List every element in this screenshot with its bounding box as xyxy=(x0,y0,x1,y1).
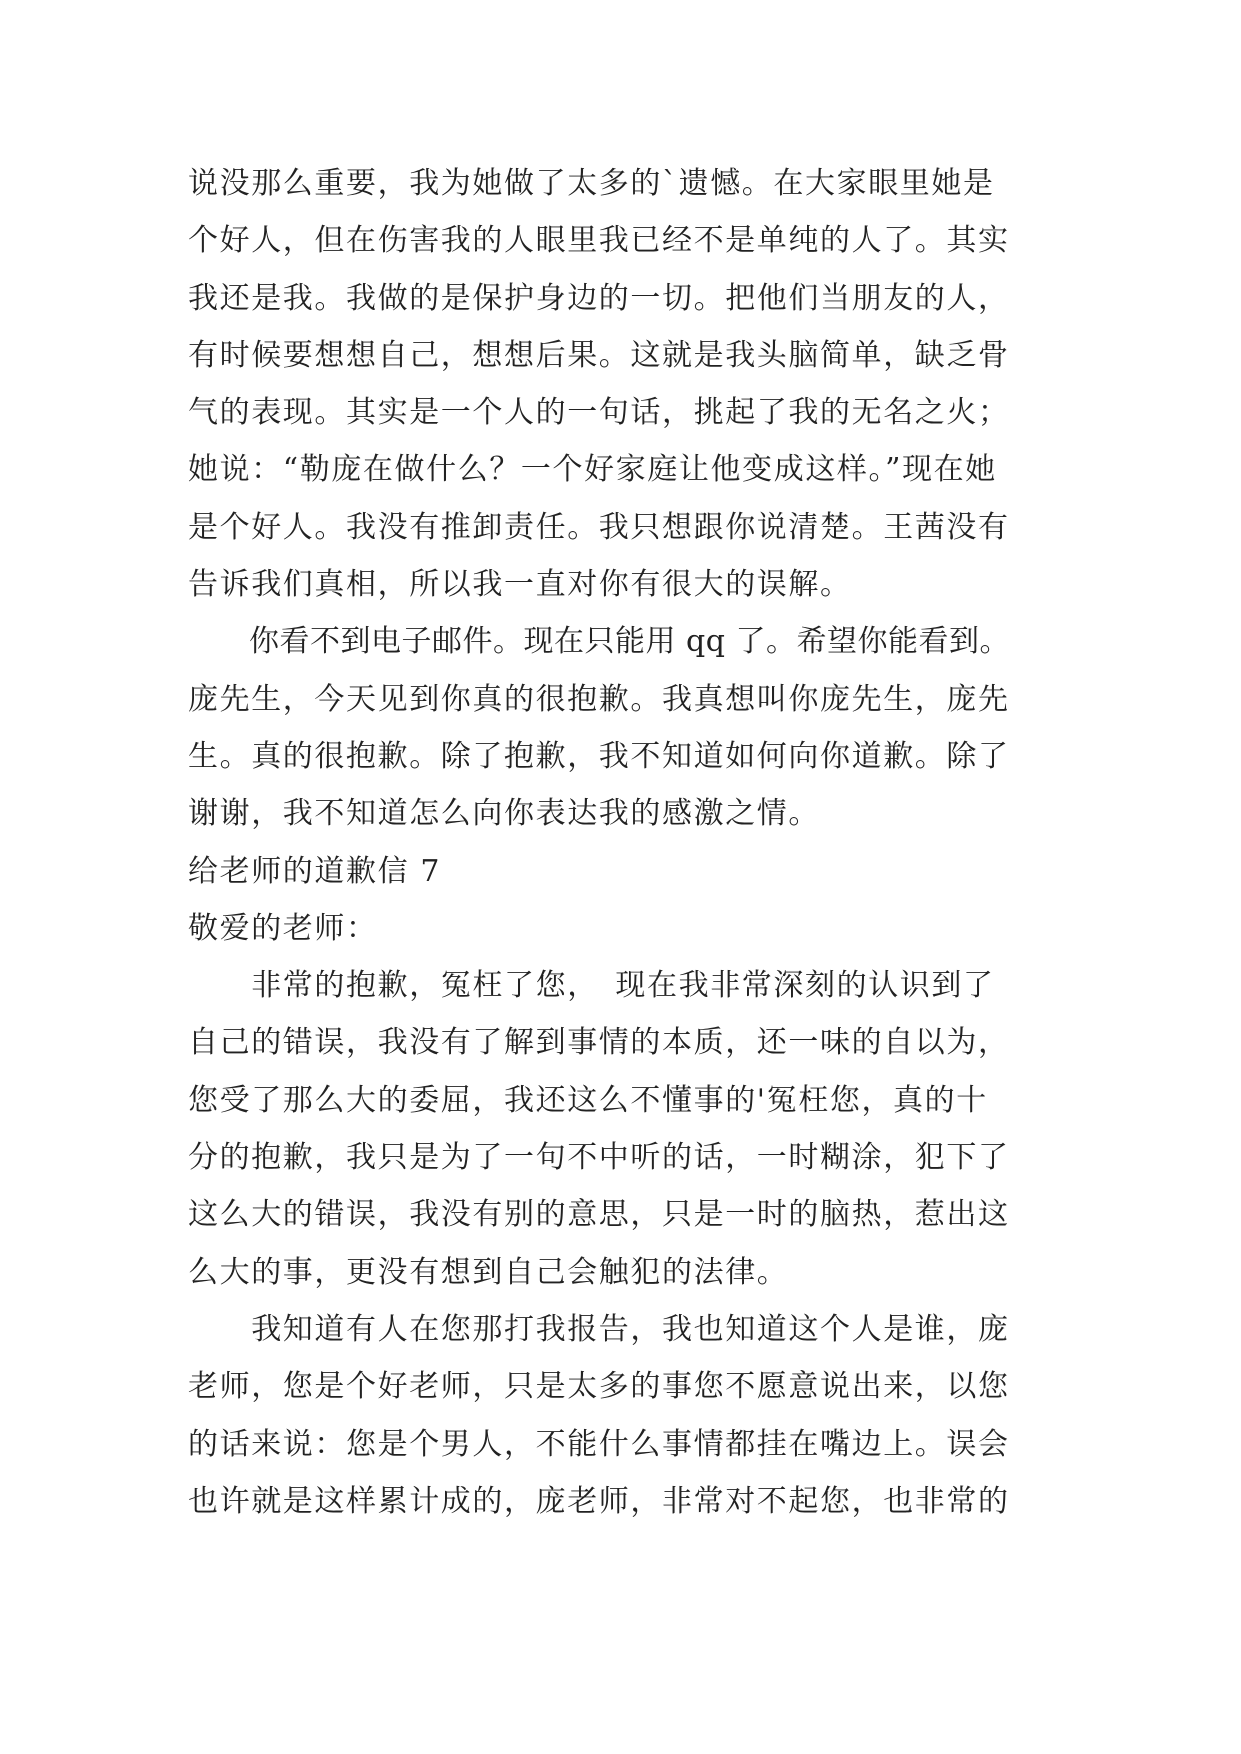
text-line: 也许就是这样累计成的，庞老师，非常对不起您，也非常的 xyxy=(188,1483,1010,1519)
text-line: 这么大的错误，我没有别的意思，只是一时的脑热，惹出这 xyxy=(188,1197,1010,1233)
letter-title: 给老师的道歉信 7 xyxy=(188,853,442,889)
text-line: 庞先生，今天见到你真的很抱歉。我真想叫你庞先生，庞先 xyxy=(188,681,1010,717)
text-line: 我还是我。我做的是保护身边的一切。把他们当朋友的人， xyxy=(188,280,1010,316)
text-line: 谢谢，我不知道怎么向你表达我的感激之情。 xyxy=(188,796,820,832)
text-line: 是个好人。我没有推卸责任。我只想跟你说清楚。王茜没有 xyxy=(188,509,1010,545)
text-line: 的话来说：您是个男人，不能什么事情都挂在嘴边上。误会 xyxy=(188,1426,1010,1462)
text-line: 非常的抱歉，冤枉了您， 现在我非常深刻的认识到了 xyxy=(188,968,995,1004)
text-line: 么大的事，更没有想到自己会触犯的法律。 xyxy=(188,1254,789,1290)
salutation: 敬爱的老师： xyxy=(188,910,378,946)
text-line: 你看不到电子邮件。现在只能用 qq 了。希望你能看到。 xyxy=(188,624,1010,660)
text-line: 分的抱歉，我只是为了一句不中听的话，一时糊涂，犯下了 xyxy=(188,1140,1010,1176)
text-line: 她说：“勒庞在做什么？一个好家庭让他变成这样。”现在她 xyxy=(188,452,997,488)
text-line: 气的表现。其实是一个人的一句话，挑起了我的无名之火； xyxy=(188,395,1010,431)
text-line: 老师，您是个好老师，只是太多的事您不愿意说出来，以您 xyxy=(188,1369,1010,1405)
text-line: 自己的错误，我没有了解到事情的本质，还一味的自以为， xyxy=(188,1025,1010,1061)
text-line: 告诉我们真相，所以我一直对你有很大的误解。 xyxy=(188,567,852,603)
text-line: 说没那么重要，我为她做了太多的`遗憾。在大家眼里她是 xyxy=(188,166,995,201)
text-line: 生。真的很抱歉。除了抱歉，我不知道如何向你道歉。除了 xyxy=(188,738,1010,774)
text-line: 个好人，但在伤害我的人眼里我已经不是单纯的人了。其实 xyxy=(188,223,1010,259)
document-page xyxy=(188,155,1068,1530)
text-line: 您受了那么大的委屈，我还这么不懂事的'冤枉您，真的十 xyxy=(188,1082,988,1118)
text-line: 有时候要想想自己，想想后果。这就是我头脑简单，缺乏骨 xyxy=(188,337,1010,373)
text-line: 我知道有人在您那打我报告，我也知道这个人是谁，庞 xyxy=(188,1311,1010,1347)
